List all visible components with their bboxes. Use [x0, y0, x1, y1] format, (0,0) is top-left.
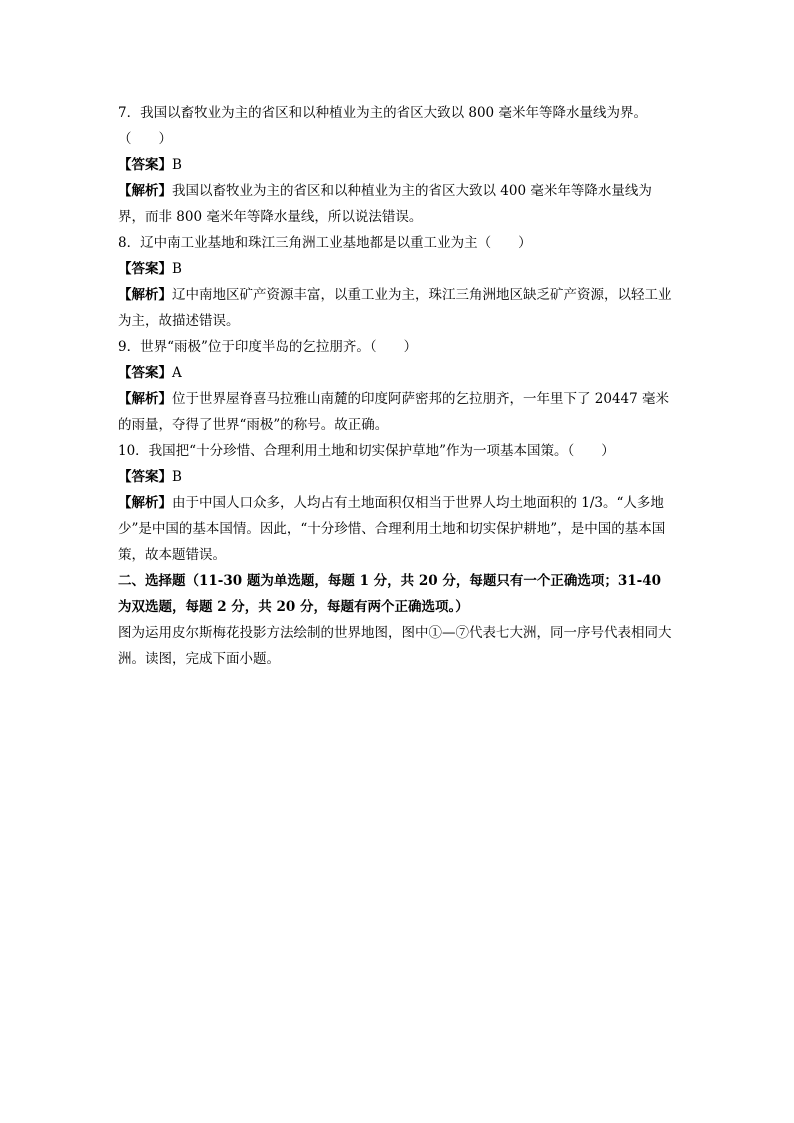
- analysis-text: 辽中南地区矿产资源丰富，以重工业为主，珠江三角洲地区缺乏矿产资源，以轻工业为主，故描述错误。: [118, 287, 672, 329]
- analysis-line: [118, 282, 678, 334]
- answer-parentheses: （ ）: [118, 131, 172, 147]
- analysis-label: 【解析】: [118, 495, 172, 511]
- answer-line: [118, 152, 678, 178]
- answer-line: [118, 464, 678, 490]
- answer-value: A: [172, 365, 182, 381]
- analysis-text: 我国以畜牧业为主的省区和以种植业为主的省区大致以 400 毫米年等降水量线为界，而非 800 毫米年等降水量线，所以说法错误。: [118, 183, 652, 225]
- answer-line: [118, 256, 678, 282]
- section-heading: 二、选择题（11-30 题为单选题，每题 1 分，共 20 分，每题只有一个正确选项；31-40 为双选题，每题 2 分，共 20 分，每题有两个正确选项。）: [118, 573, 662, 615]
- document-body: [118, 100, 678, 672]
- answer-line: [118, 360, 678, 386]
- question-stem: 10．我国把“十分珍惜、合理利用土地和切实保护草地”作为一项基本国策。（ ）: [118, 443, 615, 459]
- answer-label: 【答案】: [118, 469, 172, 485]
- question-stem: 7．我国以畜牧业为主的省区和以种植业为主的省区大致以 800 毫米年等降水量线为界。: [118, 105, 647, 121]
- answer-label: 【答案】: [118, 365, 172, 381]
- question-stem: 8．辽中南工业基地和珠江三角洲工业基地都是以重工业为主（ ）: [118, 235, 532, 251]
- analysis-text: 位于世界屋脊喜马拉雅山南麓的印度阿萨密邦的乞拉朋齐，一年里下了 20447 毫米的雨量，夺得了世界“雨极”的称号。故正确。: [118, 391, 670, 433]
- question-intro: 图为运用皮尔斯梅花投影方法绘制的世界地图，图中①—⑦代表七大洲，同一序号代表相同大洲。读图，完成下面小题。: [118, 625, 672, 667]
- analysis-label: 【解析】: [118, 287, 172, 303]
- answer-value: B: [172, 157, 182, 173]
- answer-value: B: [172, 469, 182, 485]
- analysis-label: 【解析】: [118, 391, 172, 407]
- answer-label: 【答案】: [118, 157, 172, 173]
- analysis-text: 由于中国人口众多，人均占有土地面积仅相当于世界人均土地面积的 1/3。“人多地少”是中国的基本国情。因此，“十分珍惜、合理利用土地和切实保护耕地”，是中国的基本国策，故本题错误。: [118, 495, 666, 563]
- analysis-label: 【解析】: [118, 183, 172, 199]
- analysis-line: [118, 386, 678, 438]
- analysis-line: [118, 490, 678, 568]
- analysis-line: [118, 178, 678, 230]
- answer-label: 【答案】: [118, 261, 172, 277]
- question-stem: 9．世界“雨极”位于印度半岛的乞拉朋齐。（ ）: [118, 339, 418, 355]
- answer-value: B: [172, 261, 182, 277]
